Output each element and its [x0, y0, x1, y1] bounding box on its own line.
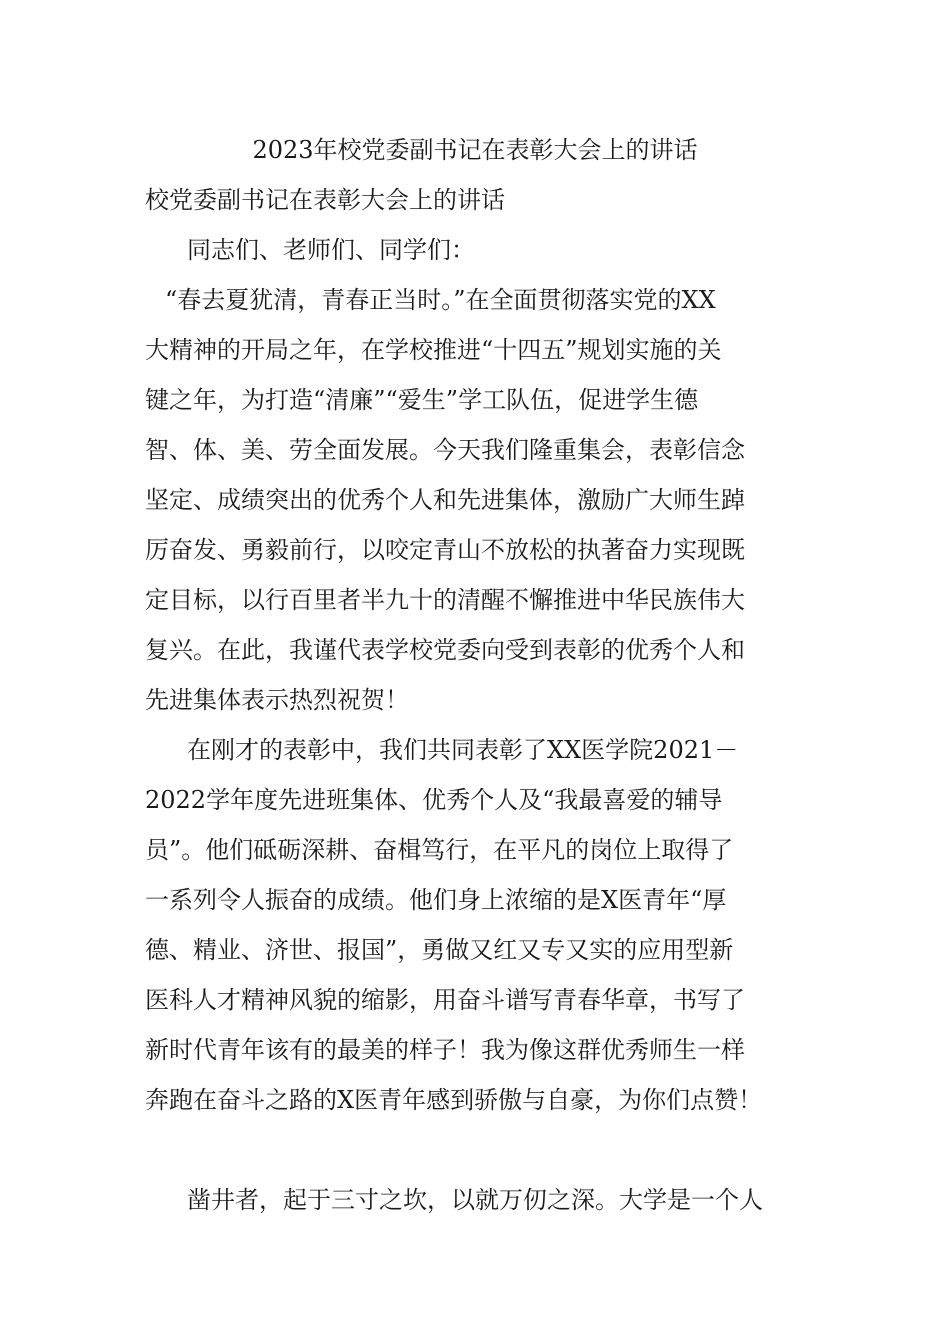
document-subtitle: 校党委副书记在表彰大会上的讲话: [145, 186, 505, 214]
paragraph-1-line: 厉奋发、勇毅前行，以咬定青山不放松的执著奋力实现既: [145, 536, 745, 564]
paragraph-1-line: 定目标，以行百里者半九十的清醒不懈推进中华民族伟大: [145, 586, 745, 614]
paragraph-1-line: 智、体、美、劳全面发展。今天我们隆重集会，表彰信念: [145, 436, 745, 464]
paragraph-2-line: 2022学年度先进班集体、优秀个人及“我最喜爱的辅导: [145, 786, 723, 814]
paragraph-1-line: 复兴。在此，我谨代表学校党委向受到表彰的优秀个人和: [145, 636, 745, 664]
paragraph-2-line: 员”。他们砥砺深耕、奋楫笃行，在平凡的岗位上取得了: [145, 836, 734, 864]
paragraph-2-line: 医科人才精神风貌的缩影，用奋斗谱写青春华章，书写了: [145, 986, 745, 1014]
paragraph-1-line: 大精神的开局之年，在学校推进“十四五”规划实施的关: [145, 336, 722, 364]
paragraph-2-line: 德、精业、济世、报国”，勇做又红又专又实的应用型新: [145, 936, 734, 964]
paragraph-2-line: 在刚才的表彰中，我们共同表彰了XX医学院2021－: [187, 736, 739, 764]
paragraph-2-line: 奔跑在奋斗之路的X医青年感到骄傲与自豪，为你们点赞！: [145, 1086, 763, 1114]
document-body: [145, 232, 825, 1232]
document-title: 2023年校党委副书记在表彰大会上的讲话: [252, 136, 698, 164]
paragraph-1-line: 键之年，为打造“清廉”“爱生”学工队伍，促进学生德: [145, 386, 699, 414]
paragraph-1-line: 先进集体表示热烈祝贺！: [145, 686, 409, 714]
salutation: 同志们、老师们、同学们：: [187, 236, 475, 264]
paragraph-1-line: “春去夏犹清，青春正当时。”在全面贯彻落实党的XX: [165, 286, 716, 314]
paragraph-spacer: [145, 1132, 825, 1182]
paragraph-2-line: 一系列令人振奋的成绩。他们身上浓缩的是X医青年“厚: [145, 886, 727, 914]
paragraph-2-line: 新时代青年该有的最美的样子！我为像这群优秀师生一样: [145, 1036, 745, 1064]
paragraph-1-line: 坚定、成绩突出的优秀个人和先进集体，激励广大师生踔: [145, 486, 745, 514]
paragraph-3-line: 凿井者，起于三寸之坎，以就万仞之深。大学是一个人: [187, 1186, 763, 1214]
